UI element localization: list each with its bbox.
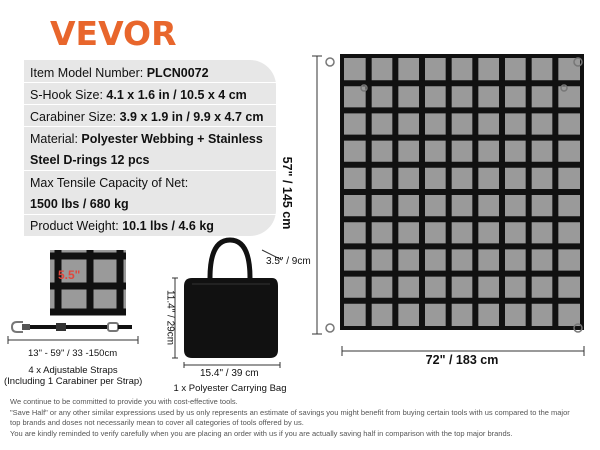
bag-width-label: 15.4" / 39 cm (200, 368, 259, 379)
disclaimer-line: We continue to be committed to provide you with cost-effective tools. (10, 397, 238, 406)
cargo-net-image (320, 40, 590, 340)
disclaimer-line: You are kindly reminded to verify carefully when you are placing an order with us if you are actually saving half in comparison with the top major brands. (10, 429, 513, 438)
strap-caption-line1: 4 x Adjustable Straps (28, 365, 118, 376)
bag-body (184, 278, 278, 358)
spec-divider (24, 104, 276, 105)
bag-caption: 1 x Polyester Carrying Bag (173, 383, 287, 394)
mesh-size-label: 5.5" (58, 268, 81, 282)
spec-model: Item Model Number: PLCN0072 (30, 66, 209, 80)
spec-s-hook: S-Hook Size: 4.1 x 1.6 in / 10.5 x 4 cm (30, 88, 247, 102)
disclaimer-line: top brands and doses not necessarily mean to cover all categories of tools offered by us. (10, 418, 304, 427)
spec-material: Material: Polyester Webbing + Stainless (30, 132, 263, 146)
disclaimer-line: "Save Half" or any other similar expressions used by us only represents an estimate of savings you might benefit from buying certain tools with us compared to the major (10, 408, 570, 417)
carabiner-icon (108, 323, 118, 331)
net-height-dimension (312, 56, 322, 334)
spec-divider (24, 82, 276, 83)
spec-divider (24, 126, 276, 127)
strap-caption-line2: (Including 1 Carabiner per Strap) (4, 376, 143, 387)
net-height-label: 57" / 145 cm (280, 156, 294, 230)
spec-divider (24, 170, 276, 171)
brand-logo: VEVOR (50, 14, 177, 53)
spec-carabiner: Carabiner Size: 3.9 x 1.9 in / 9.9 x 4.7 cm (30, 110, 264, 124)
spec-capacity-value: 1500 lbs / 680 kg (30, 197, 129, 211)
spec-weight: Product Weight: 10.1 lbs / 4.6 kg (30, 219, 214, 233)
adjustable-strap-image (8, 320, 138, 334)
spec-material-cont: Steel D-rings 12 pcs (30, 153, 150, 167)
spec-capacity: Max Tensile Capacity of Net: (30, 176, 189, 190)
bag-depth-label: 3.5" / 9cm (266, 256, 311, 267)
s-hook-icon (12, 322, 23, 332)
net-width-label: 72" / 183 cm (425, 353, 499, 367)
mesh-detail-image (50, 250, 126, 314)
strap-length-label: 13" - 59" / 33 -150cm (28, 348, 118, 359)
spec-divider (24, 214, 276, 215)
bag-height-label: 11.4" / 29cm (164, 289, 176, 346)
bag-handle (210, 240, 250, 278)
strap-length-dimension (8, 336, 138, 344)
